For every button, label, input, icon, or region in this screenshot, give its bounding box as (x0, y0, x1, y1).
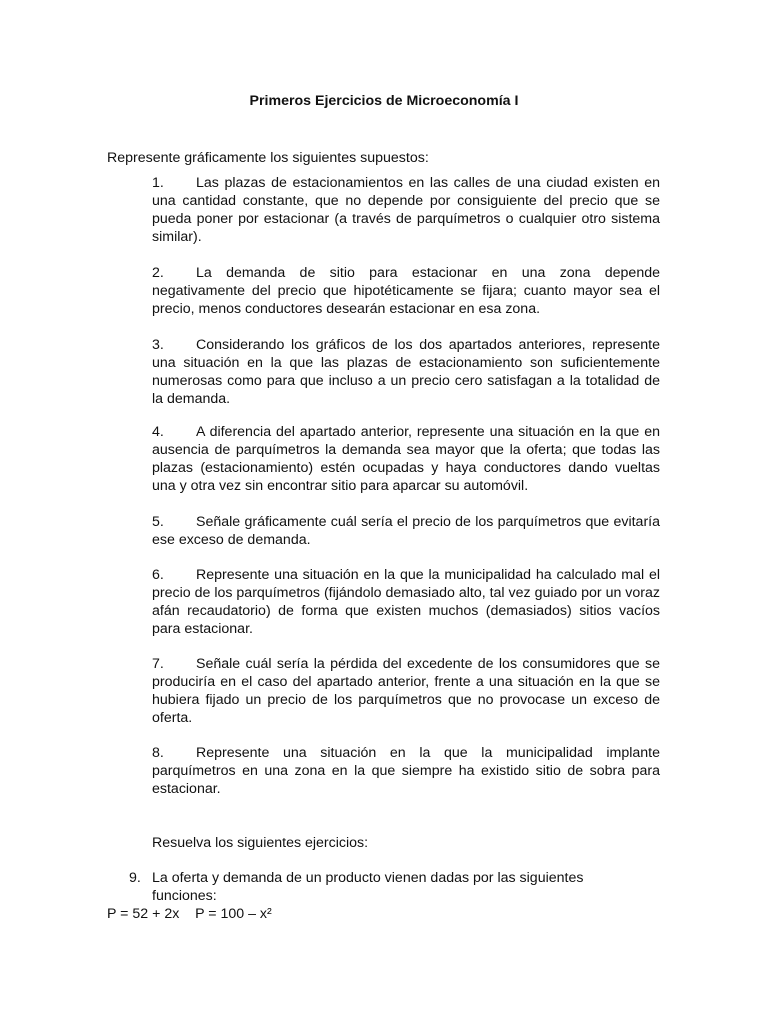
page-title: Primeros Ejercicios de Microeconomía I (249, 93, 519, 109)
item-number: 6. (152, 567, 164, 583)
item-text: A diferencia del apartado anterior, represente una situación en la que en ausencia de parquímetros la demanda sea mayor que la oferta; que todas las plazas (estacionamiento) estén ocupadas y haya conductores dando vueltas una y otra vez sin encontrar sitio para aparcar su automóvil. (152, 424, 660, 494)
list-item (152, 174, 660, 246)
item-number: 1. (152, 175, 164, 191)
list-item (152, 744, 660, 798)
item-number: 5. (152, 514, 164, 530)
item-text: Represente una situación en la que la municipalidad ha calculado mal el precio de los parquímetros (fijándolo demasiado alto, tal vez guiado por un voraz afán recaudatorio) de forma que existen muchos (demasiados) sitios vacíos para estacionar. (152, 567, 660, 637)
item-text: Considerando los gráficos de los dos apartados anteriores, represente una situación en la que las plazas de estacionamiento son suficientemente numerosas como para que incluso a un precio cero satisfagan a la totalidad de la demanda. (152, 337, 660, 407)
list-item (152, 264, 660, 318)
item-number: 7. (152, 656, 164, 672)
item-number: 3. (152, 337, 164, 353)
item-number: 9. (129, 870, 141, 886)
item-text: Señale cuál sería la pérdida del excedente de los consumidores que se produciría en el caso del apartado anterior, frente a una situación en la que se hubiera fijado un precio de los parquímetros que no provocase un exceso de oferta. (152, 656, 660, 726)
item-text: Las plazas de estacionamientos en las calles de una ciudad existen en una cantidad constante, que no depende por consiguiente del precio que se pueda poner por estacionar (a través de parquímetros o cualquier otro sistema similar). (152, 175, 660, 245)
item-text: Señale gráficamente cuál sería el precio de los parquímetros que evitaría ese exceso de demanda. (152, 514, 660, 548)
item-number: 2. (152, 265, 164, 281)
item-text-line2: funciones: (152, 888, 217, 904)
list-item (152, 566, 660, 638)
list-item (152, 336, 660, 408)
item-text-line1: La oferta y demanda de un producto vienen dadas por las siguientes (152, 870, 584, 886)
item-text: Represente una situación en la que la municipalidad implante parquímetros en una zona en la que siempre ha existido sitio de sobra para estacionar. (152, 745, 660, 797)
item-text: La demanda de sitio para estacionar en una zona depende negativamente del precio que hipotéticamente se fijara; cuanto mayor sea el precio, menos conductores desearán estacionar en esa zona. (152, 265, 660, 317)
item-number: 8. (152, 745, 164, 761)
resuelva-text: Resuelva los siguientes ejercicios: (152, 835, 369, 851)
intro-text: Represente gráficamente los siguientes supuestos: (107, 150, 429, 166)
list-item-9 (129, 869, 660, 905)
formulas: P = 52 + 2x P = 100 – x² (107, 906, 272, 922)
list-item (152, 423, 660, 495)
list-item (152, 655, 660, 727)
list-item (152, 513, 660, 549)
item-number: 4. (152, 424, 164, 440)
